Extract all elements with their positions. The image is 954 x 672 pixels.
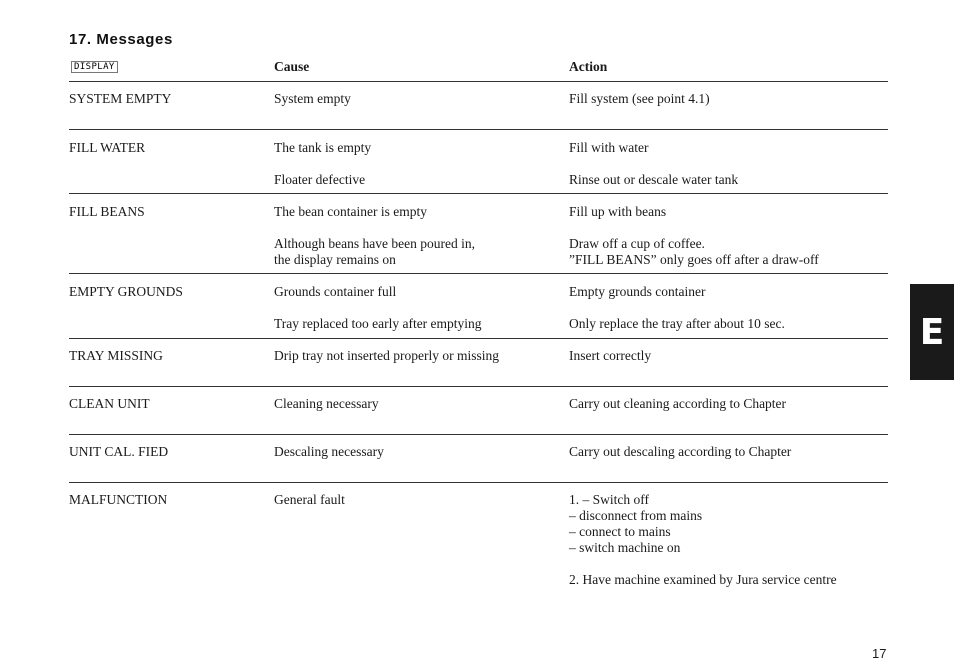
action-text: Rinse out or descale water tank [569, 172, 739, 187]
action-text: Carry out descaling according to Chapter [569, 444, 792, 459]
section-title: 17. Messages [69, 31, 173, 48]
divider [69, 434, 888, 435]
action-text: Fill up with beans [569, 204, 667, 219]
cause-text: The tank is empty [274, 140, 372, 155]
display-message: MALFUNCTION [69, 492, 168, 507]
action-text: Draw off a cup of coffee. ”FILL BEANS” only goes off after a draw-off [569, 236, 819, 267]
cause-text: Floater defective [274, 172, 366, 187]
cause-text: Although beans have been poured in, the display remains on [274, 236, 475, 267]
display-header-lcd: DISPLAY [71, 61, 118, 73]
language-tab: E [910, 284, 954, 380]
action-text: Empty grounds container [569, 284, 706, 299]
divider [69, 386, 888, 387]
divider [69, 338, 888, 339]
display-message: UNIT CAL. FIED [69, 444, 169, 459]
cause-text: Descaling necessary [274, 444, 384, 459]
display-message: FILL WATER [69, 140, 146, 155]
divider [69, 482, 888, 483]
cause-text: Tray replaced too early after emptying [274, 316, 482, 331]
action-header: Action [569, 59, 608, 74]
display-message: SYSTEM EMPTY [69, 91, 172, 106]
display-message: TRAY MISSING [69, 348, 163, 363]
action-text: 1. – Switch off – disconnect from mains – connect to mains – switch machine on 2. Have machine examined by Jura service centre [569, 492, 837, 587]
display-message: FILL BEANS [69, 204, 145, 219]
action-text: Only replace the tray after about 10 sec. [569, 316, 785, 331]
display-message: EMPTY GROUNDS [69, 284, 183, 299]
cause-text: Cleaning necessary [274, 396, 379, 411]
cause-text: System empty [274, 91, 351, 106]
divider [69, 193, 888, 194]
cause-header: Cause [274, 59, 310, 74]
cause-text: Grounds container full [274, 284, 397, 299]
cause-text: General fault [274, 492, 345, 507]
action-text: Fill with water [569, 140, 649, 155]
divider [69, 129, 888, 130]
divider [69, 273, 888, 274]
divider [69, 81, 888, 82]
display-message: CLEAN UNIT [69, 396, 150, 411]
action-text: Insert correctly [569, 348, 652, 363]
cause-text: The bean container is empty [274, 204, 427, 219]
action-text: Carry out cleaning according to Chapter [569, 396, 787, 411]
cause-text: Drip tray not inserted properly or missing [274, 348, 499, 363]
action-text: Fill system (see point 4.1) [569, 91, 710, 106]
page-number: 17 [872, 646, 887, 661]
